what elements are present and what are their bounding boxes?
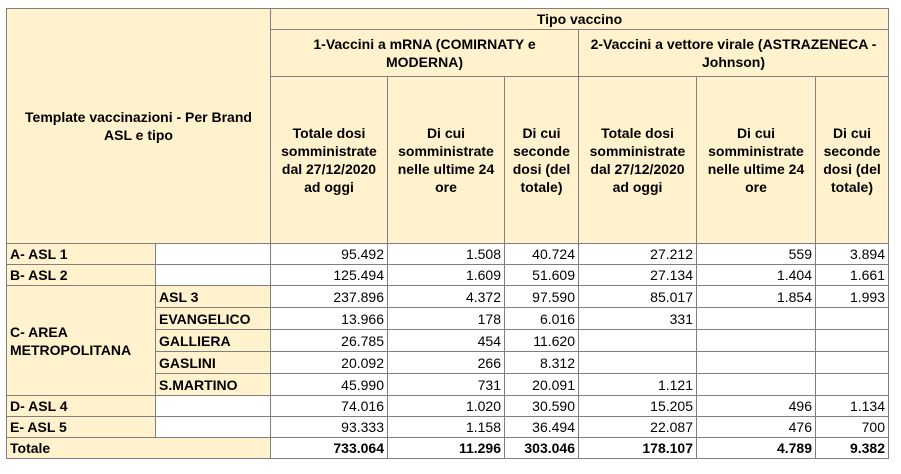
cell-value: 1.121: [579, 374, 697, 396]
cell-value: 559: [697, 244, 816, 265]
cell-value: 20.091: [505, 374, 579, 396]
table-row: [7, 396, 889, 417]
vaccination-table-container: [6, 8, 901, 459]
row-area-label: B- ASL 2: [7, 265, 156, 286]
cell-value: 1.854: [697, 286, 816, 308]
cell-value: 1.661: [816, 265, 889, 286]
row-sub-label: EVANGELICO: [156, 308, 271, 330]
cell-value: 74.016: [271, 396, 388, 417]
row-sub-label: GASLINI: [156, 352, 271, 374]
total-value: 11.296: [388, 438, 505, 459]
cell-value: 27.212: [579, 244, 697, 265]
row-sub-label: GALLIERA: [156, 330, 271, 352]
total-value: 4.789: [697, 438, 816, 459]
col-header-mrna-totale: Totale dosi somministrate dal 27/12/2020 ad oggi: [271, 77, 388, 244]
total-value: 9.382: [816, 438, 889, 459]
cell-value: 731: [388, 374, 505, 396]
cell-value: 97.590: [505, 286, 579, 308]
row-area-label: E- ASL 5: [7, 417, 156, 438]
cell-value: 700: [816, 417, 889, 438]
cell-value: 45.990: [271, 374, 388, 396]
row-sub-label: [156, 417, 271, 438]
cell-value: [816, 352, 889, 374]
cell-value: 30.590: [505, 396, 579, 417]
cell-value: 13.966: [271, 308, 388, 330]
col-header-vettore-seconde: Di cui seconde dosi (del totale): [816, 77, 889, 244]
table-row: [7, 265, 889, 286]
cell-value: 1.609: [388, 265, 505, 286]
cell-value: 95.492: [271, 244, 388, 265]
col-header-vettore-24h: Di cui somministrate nelle ultime 24 ore: [697, 77, 816, 244]
col-header-mrna-seconde: Di cui seconde dosi (del totale): [505, 77, 579, 244]
row-area-label: D- ASL 4: [7, 396, 156, 417]
total-value: 178.107: [579, 438, 697, 459]
vaccination-table: [6, 8, 889, 459]
cell-value: 85.017: [579, 286, 697, 308]
cell-value: 237.896: [271, 286, 388, 308]
cell-value: 26.785: [271, 330, 388, 352]
row-sub-label: [156, 265, 271, 286]
total-row: [7, 438, 889, 459]
cell-value: 93.333: [271, 417, 388, 438]
cell-value: 1.020: [388, 396, 505, 417]
total-value: 303.046: [505, 438, 579, 459]
cell-value: 1.158: [388, 417, 505, 438]
table-row: [7, 286, 889, 308]
group-vettore-header: 2-Vaccini a vettore virale (ASTRAZENECA - Johnson): [579, 30, 889, 77]
cell-value: [697, 374, 816, 396]
cell-value: 36.494: [505, 417, 579, 438]
row-sub-label: [156, 396, 271, 417]
cell-value: 51.609: [505, 265, 579, 286]
cell-value: 20.092: [271, 352, 388, 374]
cell-value: 6.016: [505, 308, 579, 330]
cell-value: 11.620: [505, 330, 579, 352]
row-area-label: A- ASL 1: [7, 244, 156, 265]
cell-value: 4.372: [388, 286, 505, 308]
cell-value: 476: [697, 417, 816, 438]
cell-value: 178: [388, 308, 505, 330]
row-area-label: C- AREA METROPOLITANA: [7, 286, 156, 396]
cell-value: [816, 330, 889, 352]
cell-value: 1.404: [697, 265, 816, 286]
cell-value: 125.494: [271, 265, 388, 286]
total-label: Totale: [7, 438, 271, 459]
cell-value: 40.724: [505, 244, 579, 265]
cell-value: [697, 308, 816, 330]
row-sub-label: S.MARTINO: [156, 374, 271, 396]
cell-value: 1.993: [816, 286, 889, 308]
cell-value: 3.894: [816, 244, 889, 265]
cell-value: [697, 352, 816, 374]
tipo-vaccino-header: Tipo vaccino: [271, 9, 889, 30]
cell-value: 22.087: [579, 417, 697, 438]
cell-value: [816, 374, 889, 396]
row-sub-label: ASL 3: [156, 286, 271, 308]
cell-value: 1.134: [816, 396, 889, 417]
cell-value: [697, 330, 816, 352]
cell-value: [816, 308, 889, 330]
cell-value: [579, 330, 697, 352]
col-header-vettore-totale: Totale dosi somministrate dal 27/12/2020 ad oggi: [579, 77, 697, 244]
group-mrna-header: 1-Vaccini a mRNA (COMIRNATY e MODERNA): [271, 30, 579, 77]
cell-value: 27.134: [579, 265, 697, 286]
table-row: [7, 417, 889, 438]
col-header-mrna-24h: Di cui somministrate nelle ultime 24 ore: [388, 77, 505, 244]
cell-value: 8.312: [505, 352, 579, 374]
row-sub-label: [156, 244, 271, 265]
cell-value: 1.508: [388, 244, 505, 265]
cell-value: 15.205: [579, 396, 697, 417]
cell-value: [579, 352, 697, 374]
total-value: 733.064: [271, 438, 388, 459]
cell-value: 454: [388, 330, 505, 352]
cell-value: 331: [579, 308, 697, 330]
corner-header: Template vaccinazioni - Per Brand ASL e tipo: [7, 9, 271, 244]
table-row: [7, 244, 889, 265]
cell-value: 496: [697, 396, 816, 417]
cell-value: 266: [388, 352, 505, 374]
